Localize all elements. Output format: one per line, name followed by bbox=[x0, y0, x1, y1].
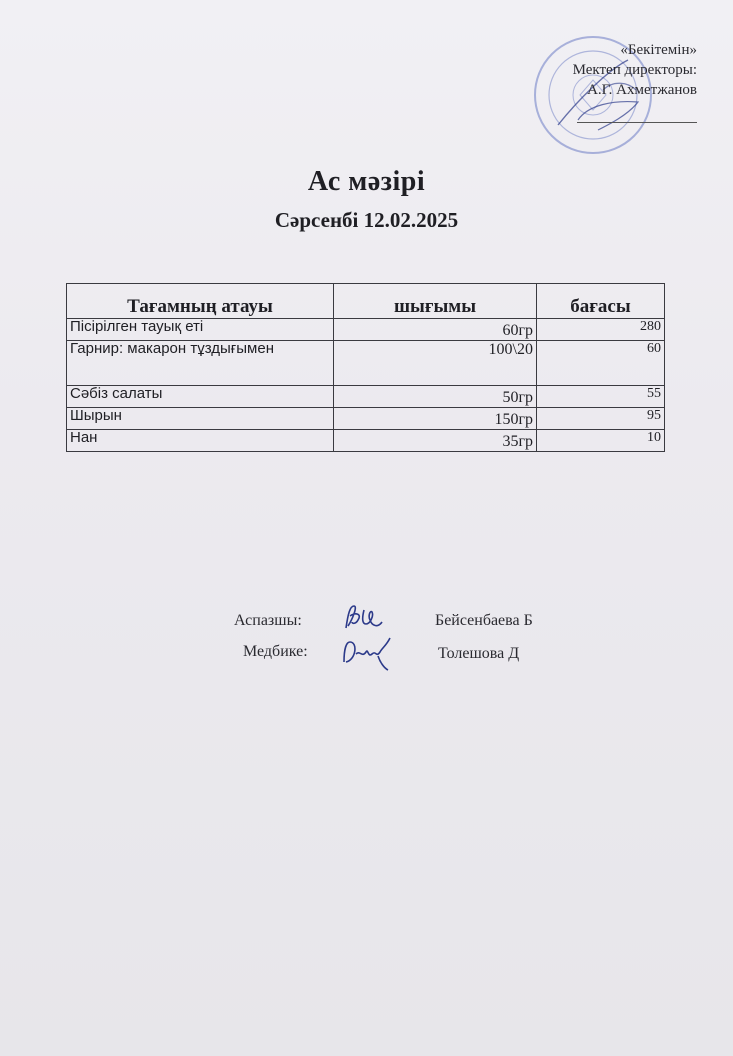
cook-label: Аспазшы: bbox=[234, 612, 302, 629]
table-header-row bbox=[67, 284, 665, 319]
column-header-price: бағасы bbox=[537, 284, 665, 319]
dish-price: 55 bbox=[537, 386, 665, 408]
approval-position: Мектеп директоры: bbox=[572, 62, 697, 78]
dish-price: 10 bbox=[537, 430, 665, 452]
menu-table bbox=[66, 283, 665, 452]
dish-yield: 50гр bbox=[334, 386, 537, 408]
approval-director-name: А.Г. Ахметжанов bbox=[587, 82, 697, 98]
table-row bbox=[67, 430, 665, 452]
cook-signature bbox=[340, 600, 390, 636]
column-header-name: Тағамның атауы bbox=[67, 284, 334, 319]
approval-signature-line bbox=[577, 122, 697, 123]
nurse-name: Толешова Д bbox=[438, 645, 520, 662]
approval-block bbox=[507, 40, 697, 100]
table-row bbox=[67, 408, 665, 430]
cook-name: Бейсенбаева Б bbox=[435, 612, 533, 629]
table-row bbox=[67, 386, 665, 408]
approval-heading: «Бекітемін» bbox=[620, 42, 697, 58]
column-header-yield: шығымы bbox=[334, 284, 537, 319]
dish-price: 60 bbox=[537, 341, 665, 386]
nurse-signature bbox=[338, 632, 400, 674]
table-row bbox=[67, 319, 665, 341]
dish-yield: 60гр bbox=[334, 319, 537, 341]
dish-price: 280 bbox=[537, 319, 665, 341]
dish-name: Пісірілген тауық еті bbox=[67, 319, 334, 341]
dish-yield: 100\20 bbox=[334, 341, 537, 386]
dish-yield: 35гр bbox=[334, 430, 537, 452]
table-row bbox=[67, 341, 665, 386]
dish-price: 95 bbox=[537, 408, 665, 430]
dish-name: Гарнир: макарон тұздығымен bbox=[67, 341, 334, 386]
dish-name: Нан bbox=[67, 430, 334, 452]
page-title: Ас мәзірі bbox=[307, 166, 426, 197]
dish-name: Шырын bbox=[67, 408, 334, 430]
page-subtitle: Сәрсенбі 12.02.2025 bbox=[274, 208, 459, 232]
dish-name: Сәбіз салаты bbox=[67, 386, 334, 408]
nurse-label: Медбике: bbox=[243, 643, 308, 660]
dish-yield: 150гр bbox=[334, 408, 537, 430]
